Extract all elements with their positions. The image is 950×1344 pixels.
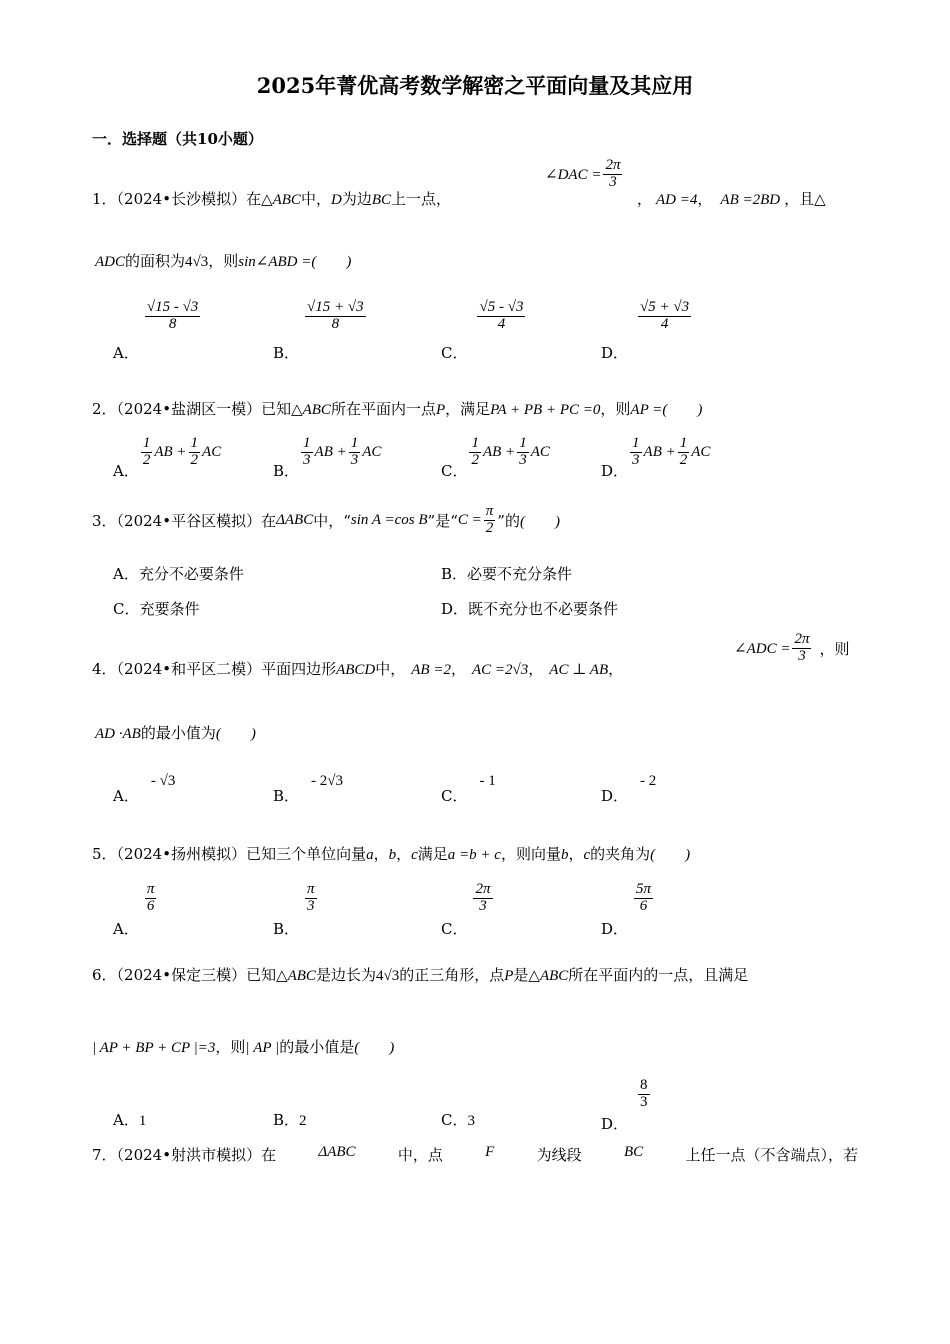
q1-lead: 1．（2024•长沙模拟）在△ xyxy=(92,190,273,208)
option-label: B． xyxy=(441,565,468,583)
q4-text: ， xyxy=(608,660,624,678)
option-ab: AB + xyxy=(643,443,676,460)
option-num: 1 xyxy=(519,435,527,451)
option-text: - 2 xyxy=(640,773,657,789)
option-frac xyxy=(638,300,691,333)
option-label: B． xyxy=(273,344,300,363)
page-title: 2025年菁优高考数学解密之平面向量及其应用 xyxy=(256,73,694,98)
q3-option-c xyxy=(113,598,200,619)
q5-option-c xyxy=(441,881,495,939)
q1-angle xyxy=(545,158,624,191)
option-den: 3 xyxy=(307,897,315,914)
q4-ab: AB =2 xyxy=(411,662,451,678)
q1-options xyxy=(113,290,873,363)
q6-cond: | AP + BP + CP |=3 xyxy=(92,1040,216,1056)
q4-text: ， xyxy=(450,660,466,678)
option-num: 5π xyxy=(636,881,652,897)
option-den: 2 xyxy=(190,451,199,468)
q6-text: 的正三角形，点 xyxy=(399,966,505,984)
q1-bc: BC xyxy=(371,192,391,208)
q1-ask: sin∠ABD =( ) xyxy=(238,254,352,270)
q5-text: 的夹角为 xyxy=(590,845,651,863)
q5-text: 满足 xyxy=(417,845,448,863)
q1-option-c xyxy=(441,299,527,363)
q1-option-a xyxy=(113,299,202,363)
option-den: 6 xyxy=(146,897,155,914)
q3-frac-num: π xyxy=(485,503,494,519)
q1-option-b xyxy=(273,299,368,363)
q3-tri: ΔABC xyxy=(276,511,314,528)
q6-option-c xyxy=(441,1109,475,1130)
q1-angle-den: 3 xyxy=(609,173,617,190)
q6-option-b xyxy=(273,1109,307,1130)
option-label: D． xyxy=(601,787,629,805)
q1-text: 上一点， xyxy=(391,190,452,208)
option-num: √5 - √3 xyxy=(479,299,524,315)
option-den: 4 xyxy=(660,315,669,332)
q3-c: C = xyxy=(457,511,482,528)
option-label: A． xyxy=(113,344,139,363)
option-den: 3 xyxy=(303,451,311,468)
option-frac xyxy=(145,882,157,915)
q2-options xyxy=(113,436,873,491)
q7-text: 中，点 xyxy=(397,1146,443,1164)
option-frac xyxy=(349,436,361,469)
option-ab: AB + xyxy=(314,443,347,460)
option-den: 8 xyxy=(331,315,340,332)
q7-bc: BC xyxy=(623,1144,644,1160)
q2-abc: ABC xyxy=(302,402,331,418)
option-label: C． xyxy=(441,461,468,480)
q6-ap: | AP | xyxy=(245,1040,280,1056)
q5-vec-c: c xyxy=(411,847,418,863)
q4-angle-den: 3 xyxy=(798,647,806,664)
q4-option-b xyxy=(273,773,344,806)
option-frac xyxy=(141,436,153,469)
q2-line1 xyxy=(92,398,702,419)
q3-cond: sin A =cos B xyxy=(350,511,428,528)
option-text: 1 xyxy=(138,1113,147,1129)
q7-text: 上任一点（不含端点），若 xyxy=(685,1146,858,1164)
q4-option-a xyxy=(113,773,176,806)
q1-line2 xyxy=(95,250,351,271)
option-den: 2 xyxy=(679,451,688,468)
option-text: 充要条件 xyxy=(139,600,200,618)
option-frac xyxy=(477,300,525,333)
q6-text: 的最小值是 xyxy=(279,1038,355,1056)
q2-text: ，则 xyxy=(600,400,631,418)
option-num: √5 + √3 xyxy=(640,299,690,315)
option-label: C． xyxy=(113,600,140,618)
q5-paren: ( ) xyxy=(650,847,691,863)
q1-d: D xyxy=(330,192,342,208)
q5-option-d xyxy=(601,881,655,939)
q3-option-a xyxy=(113,563,244,584)
option-num: 1 xyxy=(679,435,688,451)
q1-text: ，且△ xyxy=(784,190,826,208)
option-den: 3 xyxy=(350,451,359,468)
q6-abc: ABC xyxy=(287,968,316,984)
q3-line1 xyxy=(92,504,560,537)
option-label: D． xyxy=(441,600,469,618)
q6-side: 4√3 xyxy=(375,968,400,984)
option-frac xyxy=(630,436,642,469)
option-frac xyxy=(301,436,313,469)
q4-angle xyxy=(734,632,849,665)
option-ac: AC xyxy=(202,443,222,460)
q4-text: ， xyxy=(528,660,544,678)
option-num: π xyxy=(307,881,315,897)
q1-text: ，则 xyxy=(208,252,239,270)
option-num: 2π xyxy=(475,881,491,897)
q4-line1 xyxy=(92,658,623,679)
option-den: 3 xyxy=(632,451,640,468)
option-frac xyxy=(638,1078,650,1111)
q1-text: ， xyxy=(637,190,653,208)
option-den: 3 xyxy=(519,451,527,468)
option-num: 1 xyxy=(142,435,151,451)
q4-quad: ABCD xyxy=(336,662,376,678)
q3-text: ”是“ xyxy=(427,511,458,530)
option-label: C． xyxy=(441,1111,468,1129)
option-label: B． xyxy=(273,461,300,480)
q3-text: 中，“ xyxy=(313,511,351,530)
option-text: - 1 xyxy=(479,773,496,789)
q5-vec-a: a xyxy=(366,847,374,863)
q1-line1-rest xyxy=(637,188,826,209)
q5-vec-c: c xyxy=(583,847,591,863)
option-text: 必要不充分条件 xyxy=(467,565,573,583)
q6-text: 所在平面内的一点，且满足 xyxy=(568,966,749,984)
q5-vec-b: b xyxy=(560,847,569,863)
section-heading: 一．选择题（共10小题） xyxy=(92,130,263,148)
option-label: A． xyxy=(113,787,139,805)
q2-text: 所在平面内一点 xyxy=(330,400,436,418)
option-label: B． xyxy=(273,1111,300,1129)
q2-option-d xyxy=(601,435,711,480)
option-num: √15 - √3 xyxy=(146,299,199,315)
q3-lead: 3．（2024•平谷区模拟）在 xyxy=(92,511,277,530)
option-num: 1 xyxy=(350,435,359,451)
q1-option-d xyxy=(601,299,693,363)
q7-text: 为线段 xyxy=(536,1146,582,1164)
q6-paren: ( ) xyxy=(354,1040,395,1056)
q7-tri: ΔABC xyxy=(318,1144,356,1160)
q5-lead: 5．（2024•扬州模拟）已知三个单位向量 xyxy=(92,845,367,863)
q5-option-b xyxy=(273,881,319,939)
option-num: π xyxy=(146,881,155,897)
q6-line2 xyxy=(92,1036,394,1057)
option-label: B． xyxy=(273,920,300,939)
q5-text: ， xyxy=(373,845,389,863)
q5-text: ，则向量 xyxy=(500,845,561,863)
q1-ad: AD =4 xyxy=(656,192,698,208)
q1-text: 的面积为 xyxy=(125,252,186,270)
q4-paren: ( ) xyxy=(215,726,256,742)
q2-ask: AP =( ) xyxy=(630,402,703,418)
q5-cond: a =b + c xyxy=(447,847,501,863)
option-ac: AC xyxy=(691,443,711,460)
option-label: D． xyxy=(601,920,629,939)
q1-line1 xyxy=(92,188,451,209)
option-num: 1 xyxy=(471,435,479,451)
option-num: 8 xyxy=(640,1077,648,1093)
q4-angle-num: 2π xyxy=(794,631,810,647)
q6-text: 是边长为 xyxy=(315,966,376,984)
option-label: C． xyxy=(441,920,468,939)
q3-option-d xyxy=(441,598,618,619)
option-num: 1 xyxy=(190,435,199,451)
option-num: 1 xyxy=(632,435,640,451)
option-label: A． xyxy=(113,461,139,480)
q1-angle-frac xyxy=(603,158,622,191)
q4-ac: AC =2√3 xyxy=(471,662,529,678)
q6-text: ，则 xyxy=(215,1038,246,1056)
option-text: 充分不必要条件 xyxy=(138,565,244,583)
q4-dot: AD ·AB xyxy=(95,726,141,742)
option-frac xyxy=(189,436,201,469)
q5-vec-b: b xyxy=(388,847,397,863)
q6-line1 xyxy=(92,964,748,985)
option-frac xyxy=(517,436,529,469)
option-num: 1 xyxy=(303,435,311,451)
q6-lead: 6．（2024•保定三模）已知△ xyxy=(92,966,288,984)
q2-cond: PA + PB + PC =0 xyxy=(490,402,601,418)
option-den: 3 xyxy=(479,897,487,914)
option-label: A． xyxy=(113,1111,139,1129)
q6-option-d xyxy=(601,1077,652,1134)
option-den: 3 xyxy=(640,1093,648,1110)
q3-option-b xyxy=(441,563,572,584)
q7-line1 xyxy=(92,1144,858,1165)
q4-angle-label: ∠ADC = xyxy=(734,640,791,657)
option-label: D． xyxy=(601,461,629,480)
option-text: 2 xyxy=(299,1113,307,1129)
option-label: D． xyxy=(601,1115,629,1134)
q4-angle-frac xyxy=(792,632,811,665)
q5-option-a xyxy=(113,881,158,939)
option-text: 3 xyxy=(467,1113,475,1129)
q4-text: 的最小值为 xyxy=(140,724,216,742)
option-label: D． xyxy=(601,344,629,363)
option-den: 4 xyxy=(497,315,506,332)
option-den: 8 xyxy=(168,315,177,332)
q7-f: F xyxy=(485,1144,495,1160)
option-den: 2 xyxy=(142,451,151,468)
option-label: A． xyxy=(113,920,139,939)
q2-text: ，满足 xyxy=(445,400,491,418)
q4-option-d xyxy=(601,773,657,806)
q3-frac xyxy=(484,504,496,537)
q1-area: 4√3 xyxy=(185,254,209,270)
option-ac: AC xyxy=(530,443,550,460)
option-ab: AB + xyxy=(482,443,516,460)
q6-text: 是△ xyxy=(513,966,540,984)
option-den: 6 xyxy=(639,897,648,914)
q4-text: ，则 xyxy=(819,639,850,658)
q4-option-c xyxy=(441,773,496,806)
option-ab: AB + xyxy=(154,443,187,460)
option-label: C． xyxy=(441,787,468,805)
q4-line2 xyxy=(95,722,256,743)
q4-perp: AC ⊥ AB xyxy=(549,662,609,678)
q2-option-c xyxy=(441,435,550,480)
option-den: 2 xyxy=(471,451,479,468)
option-label: C． xyxy=(441,344,468,363)
q3-text: ”的 xyxy=(497,511,520,530)
q2-option-b xyxy=(273,435,382,480)
q2-lead: 2．（2024•盐湖区一模）已知△ xyxy=(92,400,303,418)
option-label: A． xyxy=(113,565,139,583)
q5-line1 xyxy=(92,843,690,864)
option-text: 既不充分也不必要条件 xyxy=(468,600,619,618)
option-frac xyxy=(305,882,317,915)
q6-p: P xyxy=(504,968,514,984)
q1-text: ， xyxy=(697,190,713,208)
q1-angle-num: 2π xyxy=(605,157,621,173)
option-num: √15 + √3 xyxy=(307,299,364,315)
option-frac xyxy=(634,882,653,915)
q3-paren: ( ) xyxy=(519,513,560,530)
q2-option-a xyxy=(113,435,222,480)
option-frac xyxy=(305,300,366,333)
option-ac: AC xyxy=(362,443,382,460)
option-frac xyxy=(469,436,481,469)
q6-abc: ABC xyxy=(539,968,569,984)
q4-text: 中， xyxy=(375,660,406,678)
q5-text: ， xyxy=(396,845,412,863)
option-label: B． xyxy=(273,787,300,805)
q5-text: ， xyxy=(568,845,584,863)
option-frac xyxy=(473,882,492,915)
q6-option-a xyxy=(113,1109,146,1130)
q1-angle-label: ∠DAC = xyxy=(545,166,602,183)
option-text: - 2√3 xyxy=(311,773,344,789)
q1-abc: ABC xyxy=(272,192,301,208)
q1-ab: AB =2BD xyxy=(720,192,781,208)
q4-lead: 4．（2024•和平区二模）平面四边形 xyxy=(92,660,337,678)
q3-frac-den: 2 xyxy=(485,519,494,536)
q1-adc: ADC xyxy=(95,254,125,270)
option-frac xyxy=(145,300,200,333)
q7-lead: 7．（2024•射洪市模拟）在 xyxy=(92,1146,277,1164)
q1-text: 中， xyxy=(300,190,331,208)
q2-p: P xyxy=(435,402,446,418)
q1-text: 为边 xyxy=(341,190,372,208)
option-text: - √3 xyxy=(150,773,176,789)
option-frac xyxy=(678,436,690,469)
